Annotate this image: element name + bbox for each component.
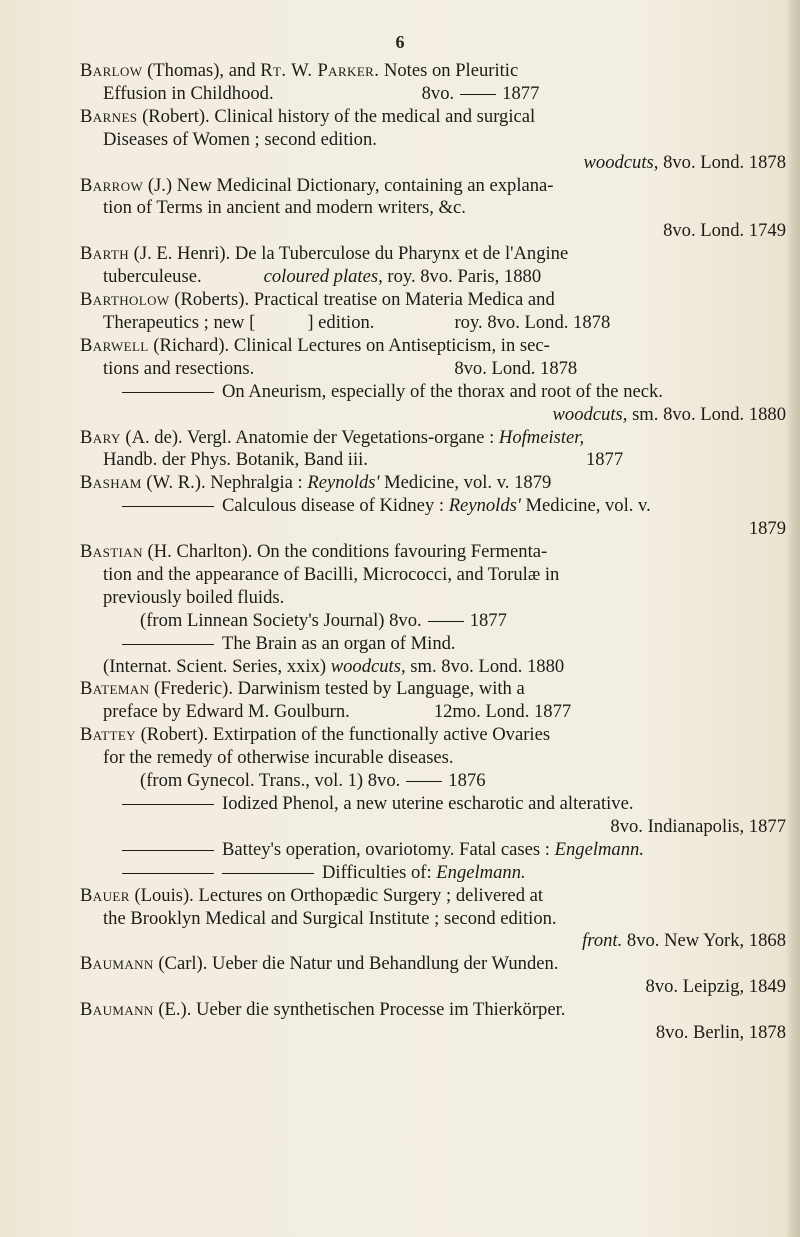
bibliography-list — [80, 60, 792, 1045]
entry-battey: Battey (Robert). Extirpation of the functionally active Ovaries for the remedy of otherwise incurable diseases. (from Gynecol. Trans., vol. 1) 8vo. 1876 — [80, 724, 551, 792]
ditto-dash — [222, 873, 314, 874]
ditto-dash — [122, 506, 214, 507]
entry-battey-operation: Battey's operation, ovariotomy. Fatal cases : Engelmann. — [80, 839, 792, 862]
entry-baumann-e: Baumann (E.). Ueber die synthetischen Processe im Thierkörper. 8vo. Berlin, 1878 — [80, 999, 786, 1044]
entry-bastian-brain: The Brain as an organ of Mind. (Internat. Scient. Series, xxix) woodcuts, sm. 8vo. Lond. 1880 — [103, 632, 565, 677]
ditto-dash — [122, 644, 214, 645]
entry-battey-iodized: Iodized Phenol, a new uterine escharotic and alterative. 8vo. Indianapolis, 1877 — [80, 793, 792, 839]
entry-battey-difficulties: Difficulties of: Engelmann. — [80, 862, 792, 885]
entry-barwell-aneurism: On Aneurism, especially of the thorax and root of the neck. woodcuts, sm. 8vo. Lond. 1880 — [80, 381, 792, 427]
entry-barnes: Barnes (Robert). Clinical history of the medical and surgical Diseases of Women ; second edition. woodcuts, 8vo. Lond. 1878 — [80, 105, 786, 173]
ditto-dash — [406, 781, 442, 782]
ditto-dash — [428, 621, 464, 622]
ditto-dash — [122, 873, 214, 874]
entry-bastian: Bastian (H. Charlton). On the conditions favouring Fermenta- tion and the appearance of Bacilli, Micrococci, and Torulæ in previously boiled fluids. (from Linnean Society's Journal) 8vo. 1877 — [80, 541, 560, 631]
entry-bauer: Bauer (Louis). Lectures on Orthopædic Surgery ; delivered at the Brooklyn Medical and Surgical Institute ; second edition. front. 8vo. New York, 1868 — [80, 884, 786, 952]
entry-basham-calculous: Calculous disease of Kidney : Reynolds' Medicine, vol. v. 1879 — [80, 495, 792, 541]
ditto-dash — [460, 94, 496, 95]
ditto-dash — [122, 392, 214, 393]
entry-bary: Bary (A. de). Vergl. Anatomie der Vegetations-organe : Hofmeister, Handb. der Phys. Botanik, Band iii. 1877 — [80, 426, 624, 471]
ditto-dash — [122, 850, 214, 851]
ditto-dash — [122, 804, 214, 805]
entry-barlow: Barlow (Thomas), and Rt. W. Parker. Notes on Pleuritic Effusion in Childhood. 8vo. 1877 — [80, 60, 540, 104]
entry-barrow: Barrow (J.) New Medicinal Dictionary, containing an explana- tion of Terms in ancient and modern writers, &c. 8vo. Lond. 1749 — [80, 174, 786, 242]
entry-barwell: Barwell (Richard). Clinical Lectures on Antisepticism, in sec- tions and resections. 8vo. Lond. 1878 — [80, 334, 578, 379]
entry-bartholow: Bartholow (Roberts). Practical treatise on Materia Medica and Therapeutics ; new [ ] edition. roy. 8vo. Lond. 1878 — [80, 289, 611, 333]
page-number: 6 — [395, 32, 405, 52]
entry-barth: Barth (J. E. Henri). De la Tuberculose du Pharynx et de l'Angine tuberculeuse. coloured plates, roy. 8vo. Paris, 1880 — [80, 243, 569, 288]
entry-basham: Basham (W. R.). Nephralgia : Reynolds' Medicine, vol. v. 1879 — [80, 472, 552, 494]
entry-baumann-carl: Baumann (Carl). Ueber die Natur und Behandlung der Wunden. 8vo. Leipzig, 1849 — [80, 953, 786, 998]
author: Barlow — [80, 60, 143, 81]
entry-bateman: Bateman (Frederic). Darwinism tested by Language, with a preface by Edward M. Goulburn. 12mo. Lond. 1877 — [80, 678, 572, 723]
